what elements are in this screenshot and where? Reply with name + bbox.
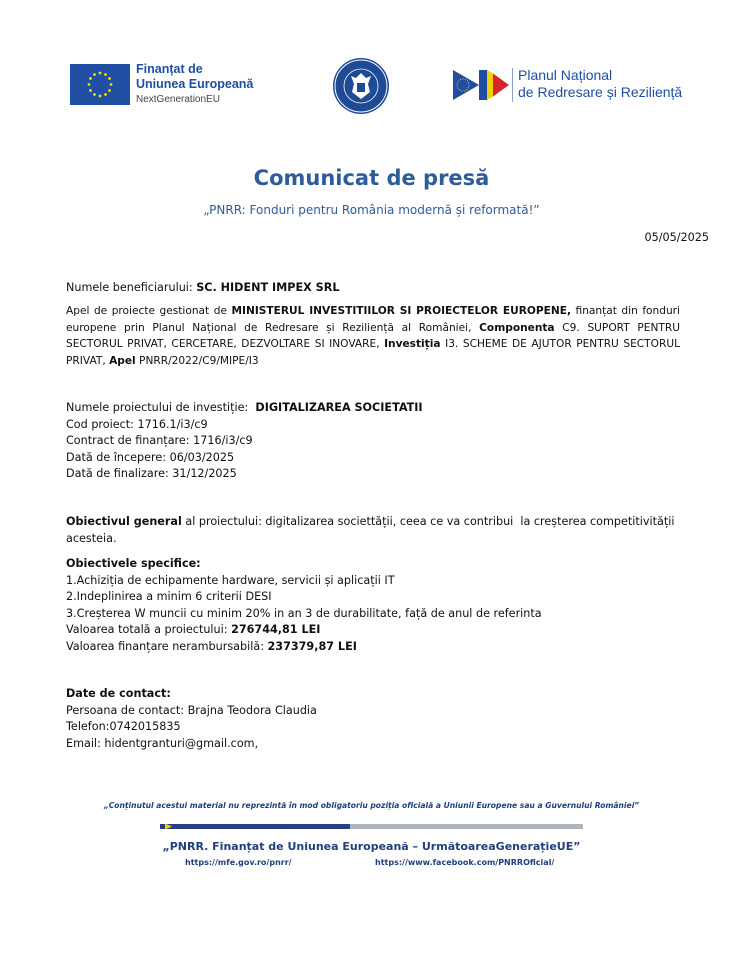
total-value-line (66, 622, 542, 639)
specific-objectives-heading: Obiectivele specifice: (66, 557, 201, 570)
call-label: Apel (109, 354, 136, 367)
total-value-amount: 276744,81 LEI (231, 623, 321, 636)
call-code: PNRR/2022/C9/MIPE/I3 (135, 354, 259, 367)
beneficiary-value: SC. HIDENT IMPEX SRL (196, 281, 340, 294)
call-paragraph (66, 303, 680, 369)
contact-heading: Date de contact: (66, 687, 171, 700)
general-objective (66, 514, 686, 547)
footer-divider (160, 824, 583, 829)
page-title: Comunicat de presă (253, 166, 490, 190)
footer-divider-fill (160, 824, 350, 829)
project-code: Cod proiect: 1716.1/i3/c9 (66, 417, 208, 431)
investment-value: I3. SCHEME DE AJUTOR PENTRU SECTORUL PRIVAT, (66, 338, 680, 367)
specific-objective-item: 3.Creșterea W muncii cu minim 20% in an 3 de durabilitate, față de anul de referinta (66, 606, 542, 620)
specific-objective-item: 2.Indeplinirea a minim 6 criterii DESI (66, 590, 272, 603)
grant-value-line (66, 639, 542, 656)
facebook-pnrr-link[interactable]: https://www.facebook.com/PNRROficial/ (375, 858, 555, 867)
project-details (66, 400, 423, 483)
ministry-name: MINISTERUL INVESTITIILOR SI PROIECTELOR EUROPENE, (231, 305, 571, 317)
total-value-label: Valoarea totală a proiectului: (66, 623, 232, 636)
eu-stars-icon (70, 64, 130, 105)
end-date: Dată de finalizare: 31/12/2025 (66, 467, 237, 480)
project-name-value: DIGITALIZAREA SOCIETATII (255, 401, 423, 414)
grant-value-label: Valoarea finanțare nerambursabilă: (66, 639, 268, 653)
pnrr-arrows-icon (453, 70, 509, 100)
eu-label-line3: NextGenerationEU (136, 94, 220, 105)
general-objective-label: Obiectivul general (66, 515, 182, 528)
contact-details (66, 686, 317, 752)
pnrr-label (518, 67, 682, 101)
pnrr-label-line2: de Redresare și Reziliență (518, 84, 683, 100)
investment-label: Investiția (384, 338, 441, 350)
general-objective-text: al proiectului: digitalizarea societtății, ceea ce va contribui la creșterea competitivității acesteia. (66, 515, 679, 545)
grant-value-amount: 237379,87 LEI (267, 639, 357, 653)
start-date: Dată de începere: 06/03/2025 (66, 450, 235, 464)
footer-arrow-icon (160, 823, 176, 830)
release-date: 05/05/2025 (644, 231, 709, 244)
contact-email: Email: hidentgranturi@gmail.com, (66, 736, 259, 750)
project-name-label: Numele proiectului de investiție: (66, 401, 256, 414)
footer-slogan: „PNRR. Finanțat de Uniunea Europeană – UrmătoareaGenerațieUE” (162, 840, 581, 853)
pnrr-arrows-logo (453, 70, 509, 100)
beneficiary-label: Numele beneficiarului: (66, 281, 197, 294)
project-name-line (66, 400, 423, 417)
pnrr-label-line1: Planul Național (518, 67, 613, 83)
specific-objectives (66, 556, 542, 655)
eu-label-line2: Uniunea Europeană (136, 77, 254, 91)
eu-flag-logo (70, 64, 130, 105)
mfe-pnrr-link[interactable]: https://mfe.gov.ro/pnrr/ (185, 858, 292, 867)
contact-person: Persoana de contact: Brajna Teodora Claudia (66, 703, 317, 717)
component-value: C9. SUPORT PENTRU SECTORUL PRIVAT, CERCETARE, DEZVOLTARE SI INOVARE, (66, 321, 680, 350)
specific-objective-item: 1.Achiziția de echipamente hardware, servicii și aplicații IT (66, 573, 395, 587)
beneficiary-line (66, 280, 339, 297)
page-subtitle: „PNRR: Fonduri pentru România modernă și reformată!” (203, 203, 540, 217)
call-text-1: Apel de proiecte gestionat de (66, 305, 232, 317)
government-seal-icon (333, 58, 389, 114)
eu-funding-label (136, 62, 253, 107)
contact-phone: Telefon:0742015835 (66, 720, 181, 733)
footer-disclaimer: „Conținutul acestui material nu reprezintă în mod obligatoriu poziția oficială a Uniunii Europene sau a Guvernului României” (103, 801, 640, 810)
call-text-2: finanțat din fonduri europene prin Planul Național de Redresare și Reziliență al României, (66, 305, 680, 334)
financing-contract: Contract de finanțare: 1716/i3/c9 (66, 434, 253, 447)
romanian-government-logo (333, 58, 389, 114)
eu-label-line1: Finanțat de (136, 62, 203, 76)
pnrr-logo-separator (512, 68, 513, 102)
component-label: Componenta (479, 321, 555, 334)
